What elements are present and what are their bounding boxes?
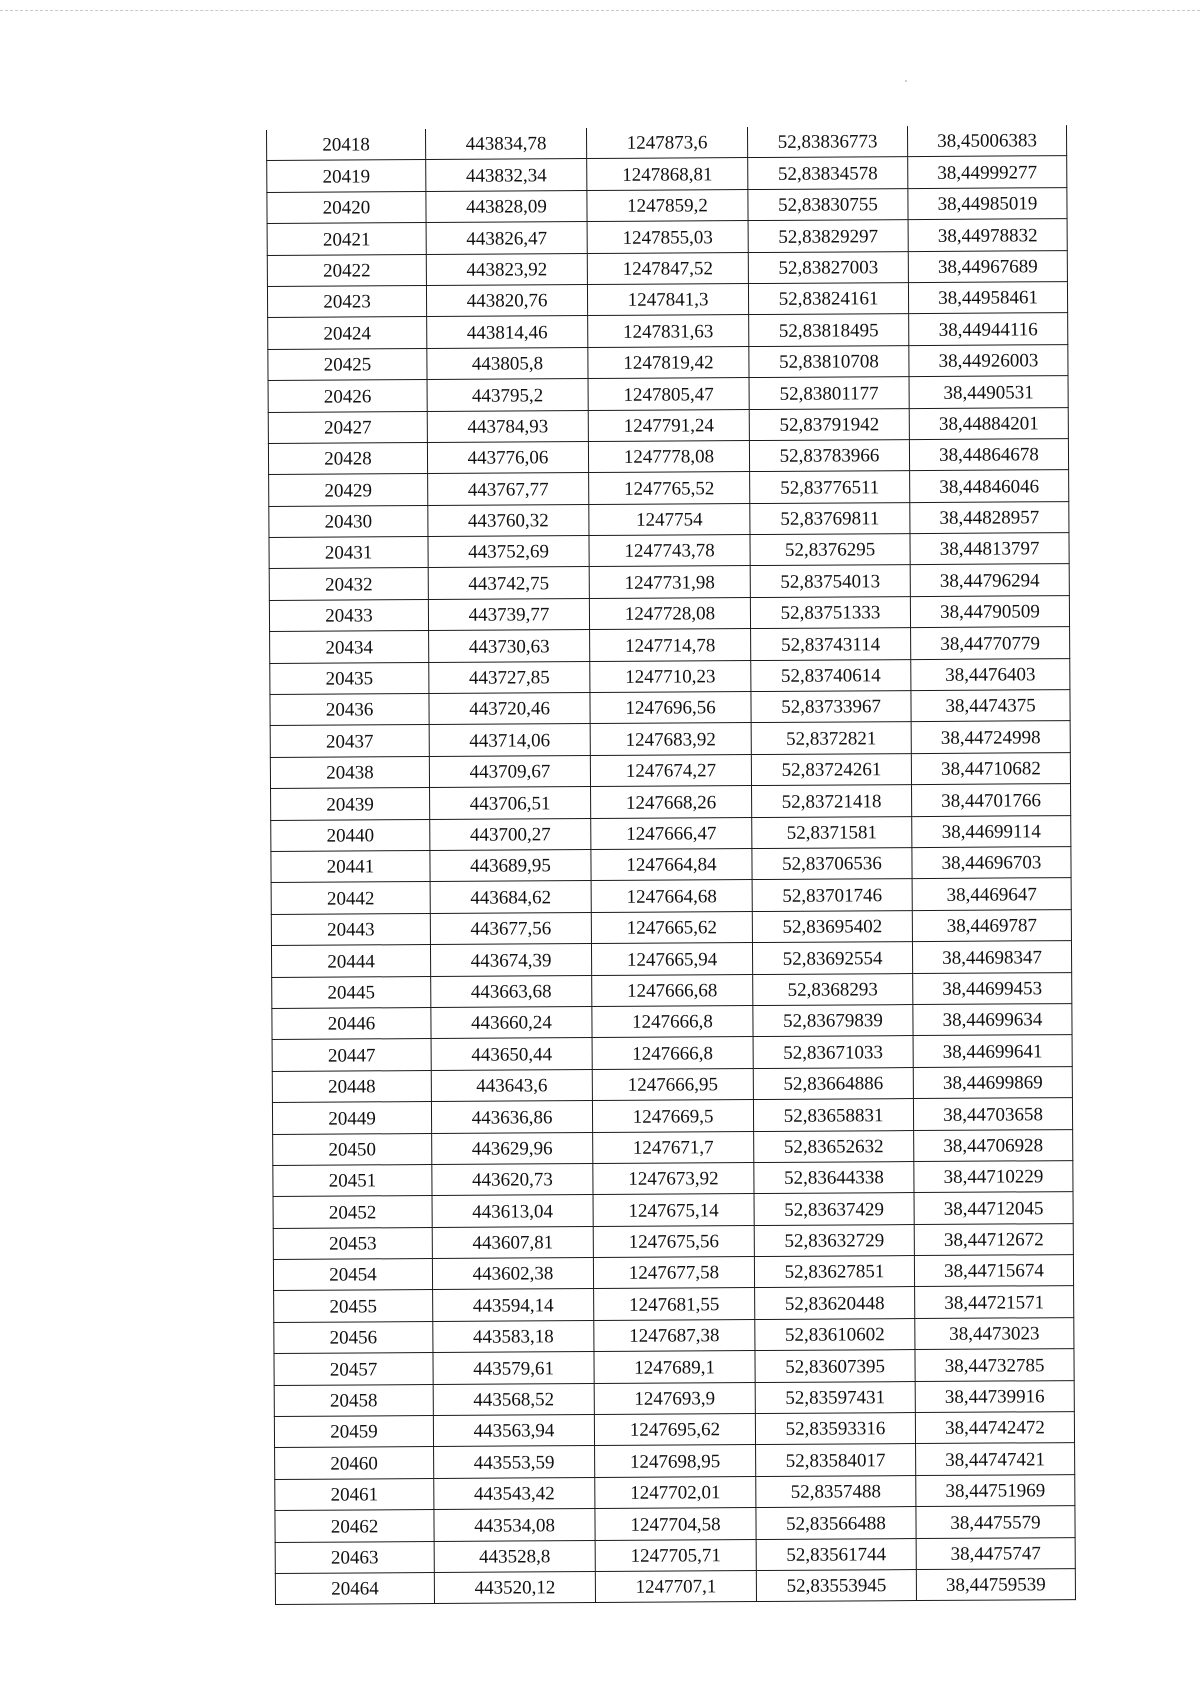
table-cell: 1247728,08 (589, 597, 750, 629)
table-cell: 1247665,62 (591, 911, 752, 943)
table-cell: 443742,75 (428, 567, 589, 599)
table-cell: 443583,18 (433, 1320, 594, 1352)
table-cell: 1247743,78 (589, 535, 750, 567)
table-cell: 443826,47 (426, 222, 587, 254)
table-cell: 1247693,9 (594, 1382, 755, 1414)
table-row (273, 1129, 1073, 1165)
table-row (270, 752, 1070, 788)
table-cell: 443620,73 (432, 1163, 593, 1195)
table-row (268, 439, 1068, 475)
table-cell: 1247689,1 (594, 1351, 755, 1383)
table-cell: 20430 (269, 505, 428, 537)
table-cell: 443643,6 (431, 1069, 592, 1101)
table-cell: 52,83593316 (755, 1413, 915, 1445)
table-cell: 1247731,98 (589, 566, 750, 598)
table-cell: 52,8376295 (750, 534, 910, 566)
scan-edge-line (0, 10, 1200, 11)
table-cell: 20441 (271, 850, 430, 882)
table-cell: 1247666,95 (592, 1068, 753, 1100)
table-cell: 1247765,52 (589, 472, 750, 504)
table-cell: 443520,12 (434, 1571, 595, 1603)
table-row (272, 1035, 1072, 1071)
table-row (273, 1160, 1073, 1196)
table-row (273, 1223, 1073, 1259)
table-cell: 52,83783966 (749, 439, 909, 471)
table-row (274, 1412, 1074, 1448)
table-row (274, 1380, 1074, 1416)
table-cell: 38,4474375 (911, 690, 1070, 722)
table-cell: 52,83566488 (756, 1507, 916, 1539)
table-cell: 52,83561744 (756, 1538, 916, 1570)
table-cell: 443553,59 (434, 1446, 595, 1478)
table-cell: 1247664,84 (591, 849, 752, 881)
table-cell: 52,8372821 (751, 722, 911, 754)
table-cell: 20424 (268, 317, 427, 349)
table-row (271, 784, 1071, 820)
table-cell: 52,83620448 (755, 1287, 915, 1319)
table-cell: 443579,61 (433, 1352, 594, 1384)
table-cell: 20422 (267, 254, 426, 286)
table-cell: 38,44828957 (910, 501, 1069, 533)
table-cell: 52,83724261 (751, 753, 911, 785)
table-cell: 443752,69 (428, 536, 589, 568)
table-cell: 38,44703658 (913, 1098, 1072, 1130)
table-row (271, 847, 1071, 883)
table-cell: 443706,51 (430, 787, 591, 819)
table-cell: 38,44715674 (914, 1255, 1073, 1287)
table-cell: 443760,32 (428, 504, 589, 536)
table-cell: 1247707,1 (595, 1571, 756, 1603)
table-row (269, 564, 1069, 600)
table-cell: 20437 (270, 725, 429, 757)
table-cell: 20442 (271, 882, 430, 914)
table-cell: 1247664,68 (591, 880, 752, 912)
table-cell: 52,83607395 (755, 1350, 915, 1382)
table-cell: 1247687,38 (594, 1319, 755, 1351)
table-cell: 38,44790509 (910, 595, 1069, 627)
table-cell: 20426 (268, 380, 427, 412)
table-row (267, 219, 1067, 255)
table-cell: 52,83743114 (751, 628, 911, 660)
table-cell: 20444 (271, 945, 430, 977)
table-cell: 443776,06 (427, 441, 588, 473)
table-cell: 52,83701746 (752, 879, 912, 911)
table-cell: 20427 (268, 411, 427, 443)
table-cell: 52,8371581 (752, 816, 912, 848)
table-cell: 52,8357488 (756, 1475, 916, 1507)
table-cell: 38,44742472 (915, 1412, 1074, 1444)
table-cell: 38,44967689 (908, 250, 1067, 282)
table-cell: 1247675,14 (593, 1194, 754, 1226)
table-row (270, 721, 1070, 757)
table-cell: 52,83801177 (749, 377, 909, 409)
table-cell: 20451 (273, 1164, 432, 1196)
table-cell: 1247791,24 (588, 409, 749, 441)
table-cell: 20445 (272, 976, 431, 1008)
table-cell: 52,83769811 (750, 502, 910, 534)
table-row (274, 1286, 1074, 1322)
table-cell: 1247669,5 (592, 1100, 753, 1132)
table-cell: 20455 (274, 1290, 433, 1322)
table-cell: 1247754 (589, 503, 750, 535)
table-cell: 443663,68 (431, 975, 592, 1007)
table-cell: 38,44747421 (916, 1443, 1075, 1475)
table-cell: 38,4476403 (911, 658, 1070, 690)
table-row (267, 250, 1067, 286)
table-cell: 443832,34 (426, 159, 587, 191)
table-cell: 52,83830755 (748, 188, 908, 220)
table-cell: 443607,81 (432, 1226, 593, 1258)
table-cell: 443727,85 (429, 661, 590, 693)
table-cell: 52,83637429 (754, 1193, 914, 1225)
table-row (268, 376, 1068, 412)
table-cell: 38,44846046 (910, 470, 1069, 502)
table-row (267, 125, 1067, 161)
table-cell: 1247671,7 (593, 1131, 754, 1163)
table-row (272, 972, 1072, 1008)
table-cell: 52,83695402 (752, 910, 912, 942)
table-cell: 1247666,8 (592, 1005, 753, 1037)
table-row (270, 690, 1070, 726)
table-cell: 20458 (274, 1384, 433, 1416)
table-cell: 1247683,92 (590, 723, 751, 755)
table-cell: 20439 (271, 788, 430, 820)
table-cell: 1247674,27 (590, 754, 751, 786)
table-cell: 20418 (267, 129, 426, 161)
table-row (272, 1004, 1072, 1040)
table-cell: 1247666,8 (592, 1037, 753, 1069)
table-cell: 443720,46 (429, 693, 590, 725)
table-row (269, 595, 1069, 631)
table-cell: 20440 (271, 819, 430, 851)
table-cell: 38,44732785 (915, 1349, 1074, 1381)
table-cell: 443684,62 (430, 881, 591, 913)
table-cell: 52,83627851 (754, 1256, 914, 1288)
table-cell: 38,44710682 (911, 752, 1070, 784)
table-cell: 443534,08 (434, 1509, 595, 1541)
table-cell: 20462 (275, 1510, 434, 1542)
table-cell: 38,44759539 (916, 1569, 1075, 1601)
table-row (271, 815, 1071, 851)
table-cell: 38,44926003 (909, 344, 1068, 376)
table-cell: 443568,52 (433, 1383, 594, 1415)
table-cell: 38,44884201 (909, 407, 1068, 439)
table-cell: 20449 (272, 1102, 431, 1134)
table-cell: 20420 (267, 191, 426, 223)
table-cell: 52,83597431 (755, 1381, 915, 1413)
table-cell: 52,83818495 (749, 314, 909, 346)
table-cell: 443677,56 (430, 912, 591, 944)
table-row (273, 1192, 1073, 1228)
table-cell: 443805,8 (427, 347, 588, 379)
table-cell: 20443 (271, 913, 430, 945)
table-cell: 1247673,92 (593, 1162, 754, 1194)
table-row (269, 470, 1069, 506)
table-cell: 1247714,78 (590, 629, 751, 661)
table-cell: 38,44698347 (912, 941, 1071, 973)
table-cell: 443700,27 (430, 818, 591, 850)
table-cell: 38,44770779 (911, 627, 1070, 659)
table-cell: 52,83827003 (748, 251, 908, 283)
table-row (273, 1255, 1073, 1291)
coordinates-table-body (267, 125, 1076, 1605)
table-cell: 38,44699114 (912, 815, 1071, 847)
table-cell: 1247668,26 (591, 786, 752, 818)
table-cell: 1247855,03 (587, 221, 748, 253)
table-cell: 20463 (275, 1541, 434, 1573)
table-cell: 52,83791942 (749, 408, 909, 440)
table-cell: 38,45006383 (907, 125, 1066, 157)
table-cell: 1247702,01 (595, 1476, 756, 1508)
table-row (275, 1474, 1075, 1510)
table-cell: 443650,44 (431, 1038, 592, 1070)
table-cell: 52,83754013 (750, 565, 910, 597)
table-cell: 1247859,2 (587, 189, 748, 221)
table-cell: 52,83776511 (750, 471, 910, 503)
table-cell: 443714,06 (429, 724, 590, 756)
table-cell: 20429 (269, 474, 428, 506)
table-cell: 20464 (275, 1572, 434, 1604)
table-cell: 38,44721571 (915, 1286, 1074, 1318)
table-cell: 52,83829297 (748, 220, 908, 252)
table-cell: 52,83692554 (752, 942, 912, 974)
table-cell: 1247696,56 (590, 692, 751, 724)
table-cell: 1247831,63 (588, 315, 749, 347)
table-cell: 38,44978832 (908, 219, 1067, 251)
table-row (270, 658, 1070, 694)
table-cell: 443636,86 (431, 1101, 592, 1133)
table-cell: 38,44751969 (916, 1474, 1075, 1506)
table-cell: 20461 (275, 1478, 434, 1510)
table-cell: 1247695,62 (594, 1414, 755, 1446)
table-cell: 443689,95 (430, 850, 591, 882)
table-cell: 1247841,3 (587, 284, 748, 316)
table-cell: 52,83721418 (752, 785, 912, 817)
table-cell: 52,83658831 (753, 1099, 913, 1131)
table-cell: 1247698,95 (595, 1445, 756, 1477)
table-cell: 443730,63 (429, 630, 590, 662)
table-cell: 52,8368293 (753, 973, 913, 1005)
table-cell: 52,83553945 (756, 1570, 916, 1602)
table-cell: 443823,92 (426, 253, 587, 285)
table-cell: 20447 (272, 1039, 431, 1071)
table-cell: 52,83740614 (751, 659, 911, 691)
table-cell: 20453 (273, 1227, 432, 1259)
table-row (269, 533, 1069, 569)
table-cell: 38,44999277 (908, 156, 1067, 188)
table-row (268, 313, 1068, 349)
table-row (271, 909, 1071, 945)
table-cell: 38,44739916 (915, 1380, 1074, 1412)
table-cell: 20452 (273, 1196, 432, 1228)
table-cell: 20448 (272, 1070, 431, 1102)
table-cell: 38,44864678 (909, 439, 1068, 471)
table-row (271, 878, 1071, 914)
table-cell: 20423 (267, 285, 426, 317)
table-cell: 38,4469787 (912, 909, 1071, 941)
table-cell: 443795,2 (427, 379, 588, 411)
table-cell: 1247805,47 (588, 378, 749, 410)
table-cell: 52,83836773 (747, 126, 907, 158)
table-row (275, 1537, 1075, 1573)
table-cell: 443834,78 (425, 128, 586, 160)
table-cell: 1247710,23 (590, 660, 751, 692)
table-cell: 443674,39 (430, 944, 591, 976)
table-cell: 38,4473023 (915, 1317, 1074, 1349)
table-row (275, 1506, 1075, 1542)
table-cell: 20454 (273, 1259, 432, 1291)
table-cell: 52,83810708 (749, 345, 909, 377)
table-row (275, 1569, 1075, 1605)
table-cell: 38,4490531 (909, 376, 1068, 408)
table-cell: 38,44699634 (913, 1004, 1072, 1036)
table-cell: 20419 (267, 160, 426, 192)
table-cell: 38,4475747 (916, 1537, 1075, 1569)
table-cell: 38,44712672 (914, 1223, 1073, 1255)
table-cell: 443543,42 (434, 1477, 595, 1509)
table-cell: 1247819,42 (588, 346, 749, 378)
table-cell: 443629,96 (432, 1132, 593, 1164)
table-cell: 52,83824161 (748, 283, 908, 315)
table-cell: 443613,04 (432, 1195, 593, 1227)
table-cell: 52,83671033 (753, 1036, 913, 1068)
table-cell: 20456 (274, 1321, 433, 1353)
table-cell: 443814,46 (427, 316, 588, 348)
table-row (268, 344, 1068, 380)
table-cell: 443767,77 (428, 473, 589, 505)
table-row (274, 1317, 1074, 1353)
table-cell: 20428 (268, 442, 427, 474)
table-cell: 52,83733967 (751, 691, 911, 723)
table-cell: 20460 (275, 1447, 434, 1479)
table-cell: 1247665,94 (591, 943, 752, 975)
table-cell: 1247847,52 (587, 252, 748, 284)
table-cell: 1247675,56 (593, 1225, 754, 1257)
table-cell: 52,83652632 (754, 1130, 914, 1162)
table-cell: 52,83679839 (753, 1005, 913, 1037)
table-cell: 1247705,71 (595, 1539, 756, 1571)
table-cell: 38,44699869 (913, 1066, 1072, 1098)
table-cell: 1247677,58 (593, 1257, 754, 1289)
table-cell: 38,44696703 (912, 847, 1071, 879)
coordinates-table (266, 125, 1076, 1605)
table-row (269, 501, 1069, 537)
table-cell: 52,83834578 (748, 157, 908, 189)
table-cell: 20421 (267, 223, 426, 255)
table-cell: 52,83664886 (753, 1067, 913, 1099)
table-cell: 38,44706928 (914, 1129, 1073, 1161)
table-row (271, 941, 1071, 977)
table-row (268, 407, 1068, 443)
table-cell: 38,4475579 (916, 1506, 1075, 1538)
table-cell: 443563,94 (433, 1415, 594, 1447)
table-cell: 443828,09 (426, 190, 587, 222)
table-cell: 20438 (270, 756, 429, 788)
table-cell: 1247868,81 (587, 158, 748, 190)
table-cell: 52,83632729 (754, 1224, 914, 1256)
table-cell: 443528,8 (434, 1540, 595, 1572)
table-cell: 443820,76 (426, 284, 587, 316)
table-cell: 52,83644338 (754, 1161, 914, 1193)
table-cell: 38,44712045 (914, 1192, 1073, 1224)
table-cell: 1247778,08 (588, 440, 749, 472)
table-row (272, 1066, 1072, 1102)
table-cell: 1247666,68 (592, 974, 753, 1006)
table-cell: 38,44985019 (908, 187, 1067, 219)
table-cell: 52,83610602 (755, 1318, 915, 1350)
table-row (267, 282, 1067, 318)
table-cell: 1247681,55 (594, 1288, 755, 1320)
table-cell: 38,44699453 (913, 972, 1072, 1004)
table-cell: 1247704,58 (595, 1508, 756, 1540)
table-cell: 38,44813797 (910, 533, 1069, 565)
table-cell: 20431 (269, 537, 428, 569)
table-cell: 20459 (274, 1416, 433, 1448)
table-cell: 38,4469647 (912, 878, 1071, 910)
table-cell: 20432 (269, 568, 428, 600)
table-cell: 38,44701766 (912, 784, 1071, 816)
table-cell: 20450 (273, 1133, 432, 1165)
table-cell: 1247873,6 (586, 127, 747, 159)
table-cell: 443594,14 (433, 1289, 594, 1321)
table-cell: 38,44724998 (911, 721, 1070, 753)
table-cell: 443784,93 (427, 410, 588, 442)
table-cell: 443709,67 (429, 755, 590, 787)
table-row (267, 156, 1067, 192)
table-cell: 1247666,47 (591, 817, 752, 849)
table-cell: 20434 (270, 631, 429, 663)
table-cell: 443602,38 (432, 1258, 593, 1290)
table-row (272, 1098, 1072, 1134)
table-cell: 38,44944116 (909, 313, 1068, 345)
table-cell: 20433 (269, 599, 428, 631)
table-row (275, 1443, 1075, 1479)
table-cell: 38,44958461 (908, 282, 1067, 314)
table-cell: 52,83584017 (756, 1444, 916, 1476)
table-cell: 20436 (270, 694, 429, 726)
table-cell: 20425 (268, 348, 427, 380)
table-cell: 38,44710229 (914, 1160, 1073, 1192)
table-cell: 20435 (270, 662, 429, 694)
table-cell: 38,44699641 (913, 1035, 1072, 1067)
table-row (270, 627, 1070, 663)
table-cell: 38,44796294 (910, 564, 1069, 596)
scan-speck (905, 80, 907, 82)
table-cell: 52,83706536 (752, 848, 912, 880)
table-row (274, 1349, 1074, 1385)
table-cell: 20457 (274, 1353, 433, 1385)
table-row (267, 187, 1067, 223)
table-cell: 20446 (272, 1007, 431, 1039)
table-cell: 443739,77 (428, 598, 589, 630)
table-cell: 52,83751333 (750, 596, 910, 628)
table-cell: 443660,24 (431, 1006, 592, 1038)
